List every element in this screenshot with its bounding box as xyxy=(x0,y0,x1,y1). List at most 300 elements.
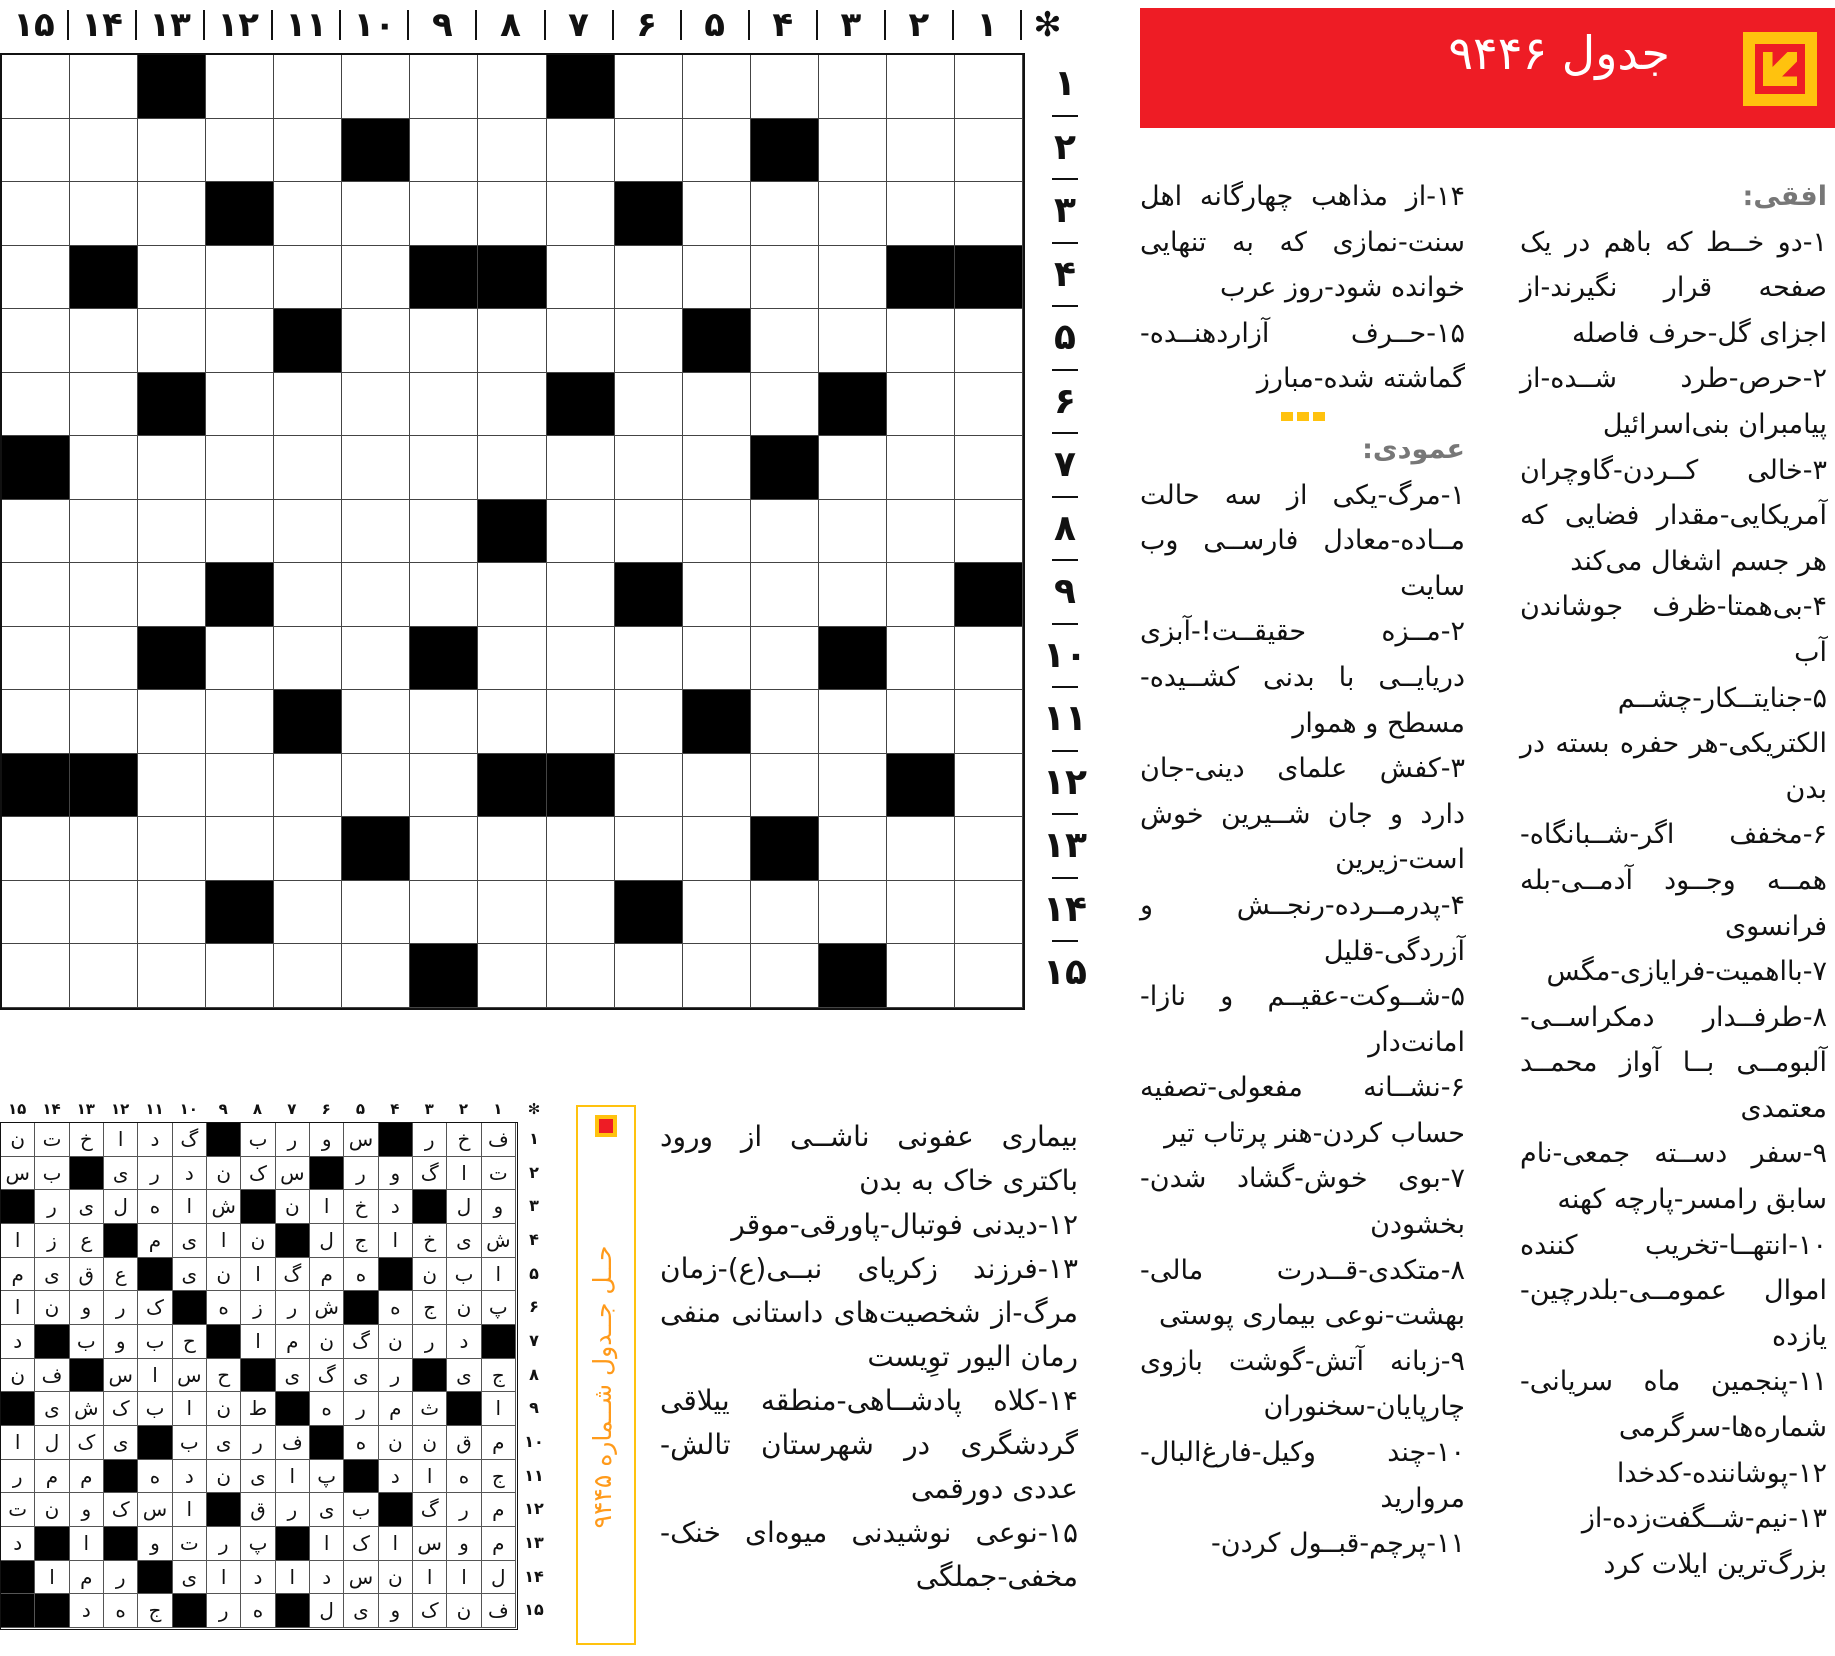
solution-letter-cell: ر xyxy=(207,1527,241,1561)
grid-cell xyxy=(615,119,683,183)
grid-cell xyxy=(683,246,751,310)
solution-block-cell xyxy=(241,1190,275,1224)
solution-block-cell xyxy=(310,1157,344,1191)
block-cell xyxy=(683,690,751,754)
solution-letter-cell: ه xyxy=(138,1460,172,1494)
clue-text: ۱-دو خــط که باهم در یک صفحه قرار نگیرند-از اجزای گل-حرف فاصله xyxy=(1520,226,1827,349)
row-number: ۱۱ xyxy=(1043,698,1087,740)
star-icon: ✻ xyxy=(527,1100,541,1118)
solution-letter-cell: ا xyxy=(173,1190,207,1224)
solution-row-number: ۱۴ xyxy=(524,1566,544,1586)
grid-cell xyxy=(547,500,615,564)
solution-letter-cell: ی xyxy=(173,1561,207,1595)
clue-text: ۸-طرفــدار دمکراســی-آلبومــی بــا آواز محمــد معتمدی xyxy=(1520,1001,1827,1124)
solution-letter-cell: ه xyxy=(344,1426,378,1460)
grid-cell xyxy=(342,944,410,1008)
block-cell xyxy=(887,246,955,310)
solution-block-cell xyxy=(482,1325,516,1359)
solution-letter-cell: ن xyxy=(276,1190,310,1224)
grid-cell xyxy=(819,436,887,500)
grid-cell xyxy=(410,563,478,627)
grid-cell xyxy=(683,754,751,818)
block-cell xyxy=(819,627,887,691)
clue-text: ۱۲-دیدنی فوتبال-پاورقی-موقر xyxy=(731,1208,1078,1241)
clue-text: ۱۵-نوعی نوشیدنی میوه‌ای خنک-مخفی-جملگی xyxy=(660,1516,1078,1593)
solution-letter-cell: د xyxy=(138,1123,172,1157)
solution-letter-cell: ر xyxy=(379,1359,413,1393)
solution-letter-cell: د xyxy=(70,1594,104,1628)
grid-cell xyxy=(547,563,615,627)
solution-row-number: ۱۳ xyxy=(524,1533,544,1552)
block-cell xyxy=(819,944,887,1008)
column-number: ۶ xyxy=(636,5,657,45)
column-number: ۳ xyxy=(840,5,862,45)
grid-cell xyxy=(955,55,1023,119)
grid-cell xyxy=(138,817,206,881)
grid-cell xyxy=(274,436,342,500)
clue-text: ۲-حرص-طرد شــده-از پیامبران بنی‌اسرائیل xyxy=(1520,363,1827,440)
grid-cell xyxy=(410,500,478,564)
solution-letter-cell: ر xyxy=(413,1123,447,1157)
block-cell xyxy=(138,627,206,691)
grid-cell xyxy=(138,246,206,310)
column-number: ۱۱ xyxy=(285,5,328,45)
solution-letter-cell: ی xyxy=(35,1258,69,1292)
solution-letter-cell: ب xyxy=(344,1493,378,1527)
newspaper-logo-icon xyxy=(1743,32,1817,106)
row-separator xyxy=(1052,178,1078,180)
grid-cell xyxy=(2,817,70,881)
grid-cell xyxy=(410,754,478,818)
grid-cell xyxy=(410,119,478,183)
solution-letter-cell: ر xyxy=(104,1561,138,1595)
solution-letter-cell: ه xyxy=(104,1594,138,1628)
solution-block-cell xyxy=(138,1258,172,1292)
grid-cell xyxy=(683,817,751,881)
grid-cell xyxy=(955,817,1023,881)
grid-cell xyxy=(410,55,478,119)
clue-text: ۶-نشــانه مفعولی-تصفیه حساب کردن-هنر پرتاب تیر xyxy=(1140,1072,1465,1149)
solution-letter-cell: ف xyxy=(276,1426,310,1460)
grid-cell xyxy=(70,881,138,945)
solution-letter-cell: ک xyxy=(138,1291,172,1325)
grid-cell xyxy=(138,309,206,373)
solution-block-cell xyxy=(104,1224,138,1258)
solution-letter-cell: د xyxy=(1,1325,35,1359)
column-separator xyxy=(475,10,477,40)
row-number: ۳ xyxy=(1054,190,1076,232)
column-number: ۴ xyxy=(772,5,794,45)
grid-cell xyxy=(751,373,819,437)
solution-column-number: ۱۲ xyxy=(111,1100,130,1118)
solution-letter-cell: ا xyxy=(379,1224,413,1258)
grid-cell xyxy=(206,500,274,564)
solution-letter-cell: د xyxy=(173,1460,207,1494)
grid-cell xyxy=(206,817,274,881)
grid-cell xyxy=(478,881,546,945)
solution-letter-cell: ا xyxy=(379,1527,413,1561)
grid-cell xyxy=(2,563,70,627)
grid-cell xyxy=(955,690,1023,754)
column-number-header xyxy=(0,0,1062,50)
solution-letter-cell: ا xyxy=(241,1258,275,1292)
grid-cell xyxy=(274,817,342,881)
solution-letter-cell: ا xyxy=(276,1460,310,1494)
column-number: ۵ xyxy=(704,5,726,45)
solution-letter-cell: ر xyxy=(276,1291,310,1325)
solution-letter-cell: ط xyxy=(241,1392,275,1426)
mid-clues-column xyxy=(1140,174,1465,1567)
crossword-grid xyxy=(0,53,1025,1010)
clue-text: ۱۳-فرزند زکریای نبــی(ع)-زمان مرگ-از شخصیت‌های داستانی منفی رمان الیور توِیست xyxy=(660,1252,1078,1373)
grid-cell xyxy=(819,754,887,818)
solution-letter-cell: ر xyxy=(207,1594,241,1628)
grid-cell xyxy=(615,944,683,1008)
grid-cell xyxy=(138,690,206,754)
grid-cell xyxy=(955,436,1023,500)
solution-block-cell xyxy=(35,1527,69,1561)
grid-cell xyxy=(547,246,615,310)
block-cell xyxy=(410,627,478,691)
block-cell xyxy=(751,436,819,500)
grid-cell xyxy=(615,309,683,373)
grid-cell xyxy=(342,436,410,500)
solution-letter-cell: ر xyxy=(413,1325,447,1359)
solution-letter-cell: ب xyxy=(447,1258,481,1292)
grid-cell xyxy=(70,563,138,627)
grid-cell xyxy=(887,436,955,500)
block-cell xyxy=(274,309,342,373)
grid-cell xyxy=(887,182,955,246)
grid-cell xyxy=(547,817,615,881)
column-separator xyxy=(544,10,546,40)
solution-letter-cell: ف xyxy=(482,1123,516,1157)
grid-cell xyxy=(478,119,546,183)
solution-letter-cell: ن xyxy=(207,1392,241,1426)
down-heading: عمودی: xyxy=(1362,433,1465,465)
clue-text: ۱۰-چند وکیل-فارغ‌البال-مروارید xyxy=(1140,1437,1465,1514)
grid-cell xyxy=(138,500,206,564)
grid-cell xyxy=(751,690,819,754)
solution-letter-cell: ش xyxy=(310,1291,344,1325)
solution-letter-cell: د xyxy=(379,1460,413,1494)
solution-letter-cell: ق xyxy=(241,1493,275,1527)
grid-cell xyxy=(478,817,546,881)
solution-letter-cell: ر xyxy=(241,1426,275,1460)
clue-text: ۱۵-حــرف آزاردهنــده-گماشته شده-مبارز xyxy=(1140,317,1465,395)
solution-row-number: ۵ xyxy=(529,1263,539,1283)
solution-column-number: ۱۱ xyxy=(145,1100,164,1118)
solution-letter-cell: ن xyxy=(413,1258,447,1292)
solution-block-cell xyxy=(35,1325,69,1359)
grid-cell xyxy=(478,627,546,691)
row-number: ۹ xyxy=(1054,571,1076,613)
grid-cell xyxy=(138,563,206,627)
solution-letter-cell: ف xyxy=(35,1359,69,1393)
solution-letter-cell: ک xyxy=(241,1157,275,1191)
column-number: ۷ xyxy=(568,5,589,45)
column-separator xyxy=(680,10,682,40)
solution-letter-cell: م xyxy=(482,1527,516,1561)
solution-letter-cell: و xyxy=(379,1157,413,1191)
row-number: ۶ xyxy=(1054,380,1076,422)
solution-letter-cell: ی xyxy=(35,1392,69,1426)
grid-cell xyxy=(955,309,1023,373)
newspaper-logo-icon xyxy=(595,1115,617,1137)
clue-text: ۳-خالی کــردن-گاوچران آمریکایی-مقدار فضایی که هر جسم اشغال می‌کند xyxy=(1520,454,1827,577)
solution-letter-cell: ا xyxy=(413,1561,447,1595)
solution-letter-cell: ا xyxy=(1,1291,35,1325)
row-separator xyxy=(1052,496,1078,498)
solution-letter-cell: گ xyxy=(310,1359,344,1393)
solution-letter-cell: ب xyxy=(70,1325,104,1359)
grid-cell xyxy=(206,373,274,437)
solution-letter-cell: ه xyxy=(241,1594,275,1628)
solution-row-number: ۱۲ xyxy=(524,1499,544,1519)
grid-cell xyxy=(819,182,887,246)
solution-letter-cell: ن xyxy=(447,1291,481,1325)
solution-letter-cell: ی xyxy=(447,1359,481,1393)
clue-text: ۱۰-انتهــا-تخریب کننده اموال عمومــی-بلدرچین-یازده xyxy=(1520,1229,1827,1352)
grid-cell xyxy=(887,881,955,945)
solution-letter-cell: ن xyxy=(379,1426,413,1460)
grid-cell xyxy=(274,627,342,691)
grid-cell xyxy=(478,309,546,373)
block-cell xyxy=(819,373,887,437)
grid-cell xyxy=(342,246,410,310)
column-number: ۲ xyxy=(908,5,930,45)
solution-title: حــل جــدول شــماره ۹۴۴۵ xyxy=(588,1245,617,1529)
grid-cell xyxy=(206,246,274,310)
grid-cell xyxy=(274,563,342,627)
solution-letter-cell: ه xyxy=(207,1291,241,1325)
column-separator xyxy=(203,10,205,40)
clue-text: ۲-مــزه حقیقــت!-آبزی دریایــی با بدنی کشــیده-مسطح و هموار xyxy=(1140,616,1465,739)
separator-dots-icon xyxy=(1140,412,1465,421)
block-cell xyxy=(955,563,1023,627)
solution-letter-cell: م xyxy=(1,1258,35,1292)
row-number: ۱۰ xyxy=(1043,634,1087,676)
solution-block-cell xyxy=(413,1359,447,1393)
grid-cell xyxy=(887,627,955,691)
grid-cell xyxy=(683,881,751,945)
row-number-header xyxy=(1030,53,1100,1010)
column-separator xyxy=(748,10,750,40)
solution-letter-cell: ث xyxy=(413,1392,447,1426)
solution-block-cell xyxy=(70,1359,104,1393)
solution-letter-cell: ک xyxy=(413,1594,447,1628)
column-number: ۱۴ xyxy=(81,5,123,45)
solution-block-cell xyxy=(207,1325,241,1359)
star-icon: ✻ xyxy=(1033,5,1062,45)
block-cell xyxy=(206,563,274,627)
solution-letter-cell: ف xyxy=(482,1594,516,1628)
solution-letter-cell: ی xyxy=(310,1493,344,1527)
solution-letter-cell: ن xyxy=(1,1359,35,1393)
clue-text: ۱۱-پرچم-قبــول کردن- xyxy=(1211,1528,1465,1560)
solution-letter-cell: و xyxy=(482,1190,516,1224)
grid-cell xyxy=(887,690,955,754)
solution-block-cell xyxy=(379,1258,413,1292)
grid-cell xyxy=(206,754,274,818)
solution-column-number: ۱۵ xyxy=(8,1100,27,1118)
grid-cell xyxy=(70,309,138,373)
solution-letter-cell: م xyxy=(379,1392,413,1426)
solution-letter-cell: ک xyxy=(70,1426,104,1460)
solution-letter-cell: ا xyxy=(310,1190,344,1224)
solution-letter-cell: ک xyxy=(104,1392,138,1426)
column-separator xyxy=(816,10,818,40)
grid-cell xyxy=(70,944,138,1008)
column-number: ۱۰ xyxy=(353,5,396,45)
solution-letter-cell: ر xyxy=(276,1123,310,1157)
solution-letter-cell: ت xyxy=(482,1157,516,1191)
grid-cell xyxy=(683,182,751,246)
clue-text: ۶-مخفف اگر-شــبانگاه-همــه وجــود آدمــی-بله فرانسوی xyxy=(1520,819,1827,942)
solution-block-cell xyxy=(207,1493,241,1527)
grid-cell xyxy=(410,309,478,373)
grid-cell xyxy=(342,754,410,818)
solution-letter-cell: ن xyxy=(310,1325,344,1359)
clue-text: ۴-پدرمــرده-رنجــش و آزردگی-قلیل xyxy=(1140,889,1465,967)
solution-letter-cell: ق xyxy=(70,1258,104,1292)
column-separator xyxy=(884,10,886,40)
row-separator xyxy=(1052,623,1078,625)
grid-cell xyxy=(547,690,615,754)
column-separator xyxy=(135,10,137,40)
block-cell xyxy=(615,563,683,627)
grid-cell xyxy=(410,817,478,881)
solution-letter-cell: خ xyxy=(447,1123,481,1157)
grid-cell xyxy=(955,182,1023,246)
solution-letter-cell: گ xyxy=(173,1123,207,1157)
solution-letter-cell: ب xyxy=(138,1392,172,1426)
grid-cell xyxy=(274,881,342,945)
grid-cell xyxy=(751,500,819,564)
solution-letter-cell: پ xyxy=(310,1460,344,1494)
solution-letter-cell: ب xyxy=(241,1123,275,1157)
block-cell xyxy=(478,500,546,564)
row-separator xyxy=(1052,115,1078,117)
grid-cell xyxy=(2,690,70,754)
grid-cell xyxy=(955,500,1023,564)
grid-cell xyxy=(138,754,206,818)
solution-letter-cell: ا xyxy=(1,1426,35,1460)
grid-cell xyxy=(547,436,615,500)
solution-row-number: ۱۰ xyxy=(524,1432,544,1451)
grid-cell xyxy=(547,627,615,691)
grid-cell xyxy=(342,182,410,246)
solution-letter-cell: ا xyxy=(241,1325,275,1359)
solution-row-number: ۲ xyxy=(529,1162,539,1182)
solution-letter-cell: ا xyxy=(482,1258,516,1292)
solution-letter-cell: ن xyxy=(413,1426,447,1460)
solution-row-number: ۳ xyxy=(529,1196,539,1216)
column-separator xyxy=(271,10,273,40)
grid-cell xyxy=(410,436,478,500)
clue-text: ۱-مرگ-یکی از سه حالت مــاده-معادل فارســی وب سایت xyxy=(1140,479,1465,602)
solution-letter-cell: ا xyxy=(70,1527,104,1561)
grid-cell xyxy=(887,500,955,564)
solution-block-cell xyxy=(138,1426,172,1460)
solution-letter-cell: ا xyxy=(207,1561,241,1595)
grid-cell xyxy=(342,373,410,437)
grid-cell xyxy=(683,119,751,183)
solution-letter-cell: م xyxy=(138,1224,172,1258)
row-separator xyxy=(1052,242,1078,244)
grid-cell xyxy=(274,373,342,437)
solution-letter-cell: گ xyxy=(276,1258,310,1292)
grid-cell xyxy=(683,500,751,564)
grid-cell xyxy=(751,309,819,373)
solution-letter-cell: س xyxy=(344,1123,378,1157)
solution-block-cell xyxy=(104,1527,138,1561)
clue-text: ۱۲-پوشاننده-کدخدا xyxy=(1616,1457,1827,1489)
solution-letter-cell: ق xyxy=(447,1426,481,1460)
block-cell xyxy=(70,754,138,818)
solution-letter-cell: ن xyxy=(207,1258,241,1292)
solution-letter-cell: ا xyxy=(413,1460,447,1494)
grid-cell xyxy=(547,944,615,1008)
grid-cell xyxy=(615,500,683,564)
solution-letter-cell: ک xyxy=(104,1493,138,1527)
solution-letter-cell: س xyxy=(104,1359,138,1393)
solution-letter-cell: ا xyxy=(447,1157,481,1191)
solution-letter-cell: م xyxy=(482,1493,516,1527)
solution-block-cell xyxy=(241,1359,275,1393)
block-cell xyxy=(342,119,410,183)
grid-cell xyxy=(70,119,138,183)
grid-cell xyxy=(342,690,410,754)
grid-cell xyxy=(70,436,138,500)
solution-letter-cell: گ xyxy=(413,1493,447,1527)
solution-column-number: ۲ xyxy=(458,1100,469,1118)
solution-letter-cell: ا xyxy=(173,1392,207,1426)
solution-block-cell xyxy=(138,1561,172,1595)
solution-letter-cell: د xyxy=(379,1190,413,1224)
grid-cell xyxy=(683,436,751,500)
solution-letter-cell: ا xyxy=(310,1527,344,1561)
grid-cell xyxy=(138,944,206,1008)
clue-text: ۱۴-از مذاهب چهارگانه اهل سنت-نمازی که به تنهایی خوانده شود-روز عرب xyxy=(1140,181,1465,304)
solution-letter-cell: و xyxy=(70,1493,104,1527)
block-cell xyxy=(683,309,751,373)
solution-block-cell xyxy=(413,1190,447,1224)
grid-cell xyxy=(342,563,410,627)
solution-letter-cell: و xyxy=(70,1291,104,1325)
grid-cell xyxy=(683,944,751,1008)
solution-row-header xyxy=(520,1122,548,1630)
solution-letter-cell: خ xyxy=(413,1224,447,1258)
puzzle-title: جدول ۹۴۴۶ xyxy=(1448,26,1670,80)
grid-cell xyxy=(138,119,206,183)
solution-block-cell xyxy=(70,1157,104,1191)
solution-letter-cell: ن xyxy=(379,1561,413,1595)
solution-letter-cell: م xyxy=(70,1460,104,1494)
solution-letter-cell: و xyxy=(379,1594,413,1628)
solution-block-cell xyxy=(173,1594,207,1628)
row-number: ۸ xyxy=(1054,507,1076,549)
block-cell xyxy=(547,55,615,119)
block-cell xyxy=(955,246,1023,310)
solution-letter-cell: ه xyxy=(138,1190,172,1224)
grid-cell xyxy=(478,944,546,1008)
clue-text: ۴-بی‌همتا-ظرف جوشاندن آب xyxy=(1520,591,1827,668)
solution-block-cell xyxy=(276,1527,310,1561)
solution-letter-cell: ر xyxy=(138,1157,172,1191)
grid-cell xyxy=(2,373,70,437)
grid-cell xyxy=(819,563,887,627)
